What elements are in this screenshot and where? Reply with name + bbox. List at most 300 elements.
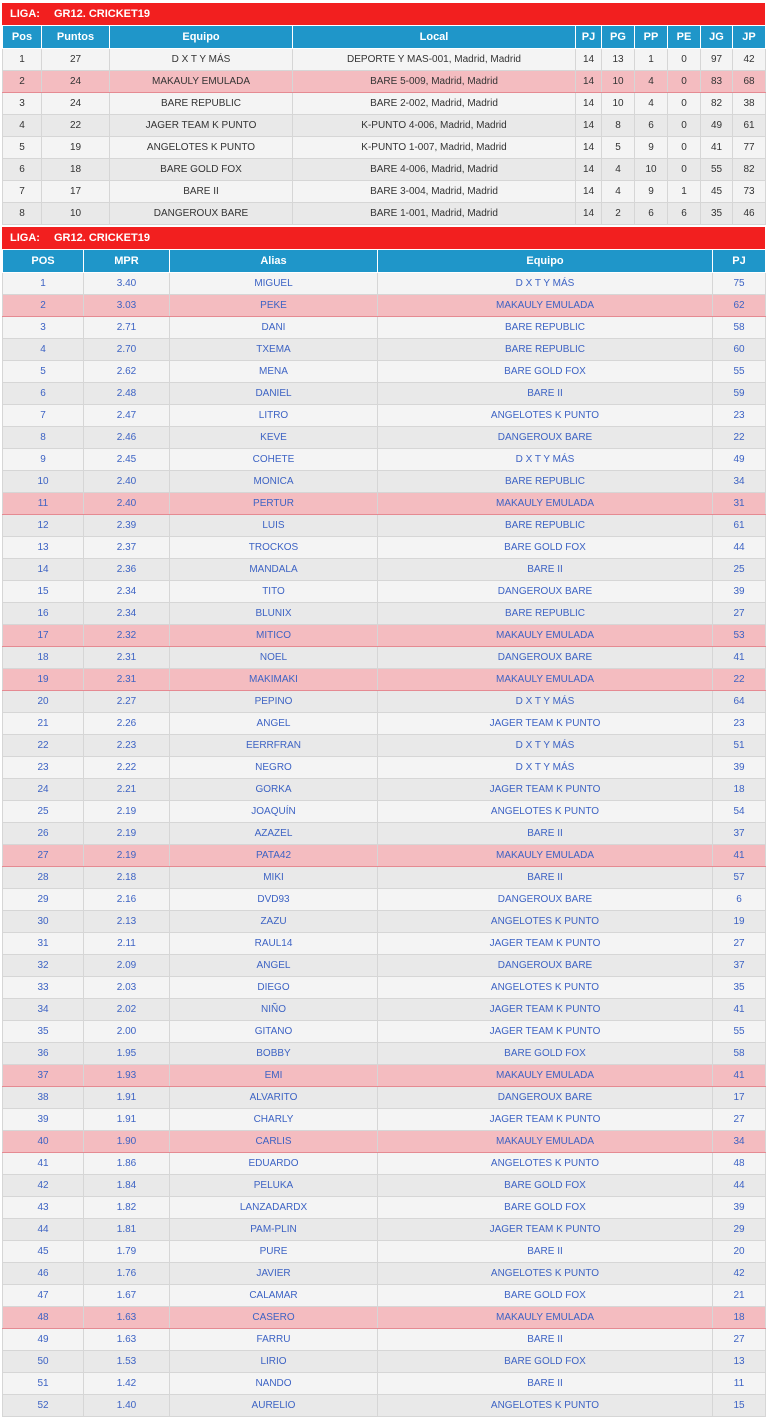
cell-pj: 57 [713,867,766,889]
cell-pos: 50 [3,1351,84,1373]
link-alias[interactable]: PELUKA [170,1175,378,1197]
link-alias[interactable]: ZAZU [170,911,378,933]
cell-pj: 20 [713,1241,766,1263]
cell-pj: 44 [713,537,766,559]
cell-pe: 0 [668,115,701,137]
link-alias[interactable]: MANDALA [170,559,378,581]
table-row [3,779,766,801]
link-alias[interactable]: DANI [170,317,378,339]
link-equipo[interactable]: BARE GOLD FOX [378,361,713,383]
link-equipo[interactable]: BARE GOLD FOX [378,1351,713,1373]
cell-mpr: 2.36 [84,559,170,581]
cell-pj: 42 [713,1263,766,1285]
cell-mpr: 3.40 [84,273,170,295]
link-equipo[interactable]: BARE II [378,867,713,889]
cell-puntos: 10 [42,203,110,225]
cell-pj: 34 [713,471,766,493]
column-header-pe[interactable]: PE [668,26,701,49]
cell-equipo: DANGEROUX BARE [110,203,293,225]
link-alias[interactable]: NIÑO [170,999,378,1021]
cell-puntos: 22 [42,115,110,137]
cell-pj: 22 [713,427,766,449]
cell-mpr: 2.47 [84,405,170,427]
cell-pos: 5 [3,137,42,159]
cell-equipo: BARE GOLD FOX [110,159,293,181]
cell-pos: 52 [3,1395,84,1417]
league-name: GR12. CRICKET19 [54,232,150,244]
link-equipo[interactable]: MAKAULY EMULADA [378,1131,713,1153]
cell-mpr: 1.79 [84,1241,170,1263]
cell-pj: 22 [713,669,766,691]
cell-pg: 5 [602,137,635,159]
cell-pe: 0 [668,93,701,115]
column-header-equipo[interactable]: Equipo [110,26,293,49]
column-header-pp[interactable]: PP [635,26,668,49]
cell-jg: 41 [701,137,733,159]
cell-pos: 25 [3,801,84,823]
cell-jp: 73 [733,181,766,203]
cell-mpr: 1.81 [84,1219,170,1241]
cell-jp: 82 [733,159,766,181]
table-row [3,713,766,735]
table-row [3,977,766,999]
cell-pj: 14 [576,181,602,203]
table-row [3,137,766,159]
cell-pj: 14 [576,203,602,225]
cell-pos: 34 [3,999,84,1021]
link-alias[interactable]: NEGRO [170,757,378,779]
link-alias[interactable]: AURELIO [170,1395,378,1417]
league-label: LIGA: [10,8,40,20]
link-alias[interactable]: LUIS [170,515,378,537]
link-alias[interactable]: EMI [170,1065,378,1087]
link-equipo[interactable]: MAKAULY EMULADA [378,493,713,515]
cell-pos: 5 [3,361,84,383]
cell-mpr: 1.91 [84,1109,170,1131]
link-alias[interactable]: MIKI [170,867,378,889]
link-alias[interactable]: PAM-PLIN [170,1219,378,1241]
player-ranking-section [2,227,765,1417]
link-equipo[interactable]: D X T Y MÁS [378,691,713,713]
cell-mpr: 2.31 [84,647,170,669]
column-header-pj[interactable]: PJ [576,26,602,49]
cell-mpr: 2.09 [84,955,170,977]
link-alias[interactable]: MENA [170,361,378,383]
cell-pos: 40 [3,1131,84,1153]
cell-pj: 62 [713,295,766,317]
cell-pj: 23 [713,713,766,735]
cell-puntos: 24 [42,71,110,93]
link-equipo[interactable]: ANGELOTES K PUNTO [378,405,713,427]
cell-mpr: 2.39 [84,515,170,537]
link-equipo[interactable]: BARE REPUBLIC [378,471,713,493]
link-equipo[interactable]: MAKAULY EMULADA [378,1307,713,1329]
cell-jg: 55 [701,159,733,181]
cell-equipo: MAKAULY EMULADA [110,71,293,93]
link-equipo[interactable]: D X T Y MÁS [378,735,713,757]
table-row [3,1329,766,1351]
column-header-equipo[interactable]: Equipo [378,250,713,273]
cell-pe: 1 [668,181,701,203]
cell-pj: 39 [713,757,766,779]
cell-pos: 6 [3,383,84,405]
link-equipo[interactable]: BARE II [378,1241,713,1263]
cell-mpr: 1.82 [84,1197,170,1219]
cell-mpr: 1.42 [84,1373,170,1395]
link-alias[interactable]: CARLIS [170,1131,378,1153]
link-alias[interactable]: LITRO [170,405,378,427]
cell-local: BARE 3-004, Madrid, Madrid [293,181,576,203]
link-alias[interactable]: EDUARDO [170,1153,378,1175]
table-row [3,999,766,1021]
cell-pj: 60 [713,339,766,361]
cell-pos: 14 [3,559,84,581]
cell-mpr: 2.13 [84,911,170,933]
cell-pj: 27 [713,603,766,625]
link-equipo[interactable]: DANGEROUX BARE [378,427,713,449]
link-alias[interactable]: CHARLY [170,1109,378,1131]
cell-pos: 3 [3,93,42,115]
table-row [3,1197,766,1219]
ranking-header-row [3,250,766,273]
link-equipo[interactable]: JAGER TEAM K PUNTO [378,999,713,1021]
link-equipo[interactable]: JAGER TEAM K PUNTO [378,779,713,801]
link-alias[interactable]: DANIEL [170,383,378,405]
link-equipo[interactable]: BARE GOLD FOX [378,1197,713,1219]
table-row [3,493,766,515]
link-equipo[interactable]: BARE REPUBLIC [378,317,713,339]
link-alias[interactable]: TXEMA [170,339,378,361]
cell-pg: 2 [602,203,635,225]
cell-pos: 4 [3,339,84,361]
cell-pj: 51 [713,735,766,757]
player-ranking-table [2,249,766,1417]
link-alias[interactable]: MONICA [170,471,378,493]
cell-mpr: 1.40 [84,1395,170,1417]
cell-pj: 55 [713,361,766,383]
column-header-jg[interactable]: JG [701,26,733,49]
table-row [3,471,766,493]
table-row [3,1065,766,1087]
table-row [3,295,766,317]
cell-mpr: 1.95 [84,1043,170,1065]
link-alias[interactable]: GITANO [170,1021,378,1043]
cell-mpr: 1.53 [84,1351,170,1373]
link-equipo[interactable]: D X T Y MÁS [378,273,713,295]
table-row [3,1351,766,1373]
cell-pj: 14 [576,49,602,71]
link-equipo[interactable]: ANGELOTES K PUNTO [378,977,713,999]
link-equipo[interactable]: MAKAULY EMULADA [378,1065,713,1087]
table-row [3,1219,766,1241]
cell-pp: 9 [635,181,668,203]
cell-equipo: D X T Y MÁS [110,49,293,71]
cell-mpr: 2.18 [84,867,170,889]
cell-pos: 24 [3,779,84,801]
link-equipo[interactable]: DANGEROUX BARE [378,581,713,603]
link-alias[interactable]: PATA42 [170,845,378,867]
cell-pp: 6 [635,115,668,137]
cell-mpr: 3.03 [84,295,170,317]
link-alias[interactable]: FARRU [170,1329,378,1351]
cell-mpr: 2.27 [84,691,170,713]
table-row [3,1285,766,1307]
cell-pj: 39 [713,1197,766,1219]
cell-pj: 31 [713,493,766,515]
table-row [3,625,766,647]
link-alias[interactable]: PERTUR [170,493,378,515]
link-equipo[interactable]: DANGEROUX BARE [378,955,713,977]
link-alias[interactable]: JOAQUÍN [170,801,378,823]
table-row [3,427,766,449]
cell-pj: 48 [713,1153,766,1175]
cell-pj: 58 [713,317,766,339]
link-equipo[interactable]: BARE GOLD FOX [378,537,713,559]
cell-pj: 14 [576,93,602,115]
link-equipo[interactable]: BARE REPUBLIC [378,515,713,537]
link-alias[interactable]: MAKIMAKI [170,669,378,691]
link-equipo[interactable]: D X T Y MÁS [378,757,713,779]
cell-pos: 47 [3,1285,84,1307]
link-equipo[interactable]: BARE II [378,1373,713,1395]
team-standings-section [2,3,765,225]
cell-pos: 23 [3,757,84,779]
link-alias[interactable]: AZAZEL [170,823,378,845]
cell-pos: 7 [3,405,84,427]
standings-header-row [3,26,766,49]
link-equipo[interactable]: BARE GOLD FOX [378,1175,713,1197]
cell-pj: 6 [713,889,766,911]
cell-pos: 51 [3,1373,84,1395]
cell-pg: 8 [602,115,635,137]
column-header-local[interactable]: Local [293,26,576,49]
cell-pj: 75 [713,273,766,295]
link-equipo[interactable]: D X T Y MÁS [378,449,713,471]
link-equipo[interactable]: JAGER TEAM K PUNTO [378,713,713,735]
table-row [3,801,766,823]
column-header-mpr[interactable]: MPR [84,250,170,273]
cell-pos: 12 [3,515,84,537]
table-row [3,1021,766,1043]
link-alias[interactable]: CASERO [170,1307,378,1329]
link-alias[interactable]: EERRFRAN [170,735,378,757]
link-alias[interactable]: ANGEL [170,713,378,735]
link-equipo[interactable]: MAKAULY EMULADA [378,625,713,647]
link-alias[interactable]: PEPINO [170,691,378,713]
link-alias[interactable]: JAVIER [170,1263,378,1285]
cell-pos: 19 [3,669,84,691]
link-equipo[interactable]: JAGER TEAM K PUNTO [378,1021,713,1043]
cell-jg: 35 [701,203,733,225]
league-name: GR12. CRICKET19 [54,8,150,20]
cell-jp: 46 [733,203,766,225]
column-header-pg[interactable]: PG [602,26,635,49]
cell-pj: 27 [713,1109,766,1131]
cell-pj: 13 [713,1351,766,1373]
column-header-pj[interactable]: PJ [713,250,766,273]
cell-pos: 8 [3,203,42,225]
table-row [3,1263,766,1285]
cell-jg: 97 [701,49,733,71]
link-alias[interactable]: ANGEL [170,955,378,977]
link-alias[interactable]: ALVARITO [170,1087,378,1109]
link-alias[interactable]: DVD93 [170,889,378,911]
table-row [3,955,766,977]
cell-mpr: 2.11 [84,933,170,955]
link-alias[interactable]: KEVE [170,427,378,449]
cell-pos: 42 [3,1175,84,1197]
link-alias[interactable]: RAUL14 [170,933,378,955]
cell-pe: 0 [668,49,701,71]
link-equipo[interactable]: BARE GOLD FOX [378,1043,713,1065]
cell-pj: 49 [713,449,766,471]
cell-pos: 31 [3,933,84,955]
link-equipo[interactable]: BARE REPUBLIC [378,603,713,625]
link-alias[interactable]: TITO [170,581,378,603]
cell-puntos: 19 [42,137,110,159]
column-header-pos[interactable]: POS [3,250,84,273]
cell-mpr: 1.63 [84,1307,170,1329]
cell-pp: 1 [635,49,668,71]
link-equipo[interactable]: ANGELOTES K PUNTO [378,1263,713,1285]
table-row [3,559,766,581]
cell-mpr: 2.31 [84,669,170,691]
link-equipo[interactable]: JAGER TEAM K PUNTO [378,1219,713,1241]
link-equipo[interactable]: BARE II [378,559,713,581]
table-row [3,449,766,471]
link-equipo[interactable]: BARE REPUBLIC [378,339,713,361]
cell-mpr: 1.84 [84,1175,170,1197]
link-alias[interactable]: MIGUEL [170,273,378,295]
link-alias[interactable]: CALAMAR [170,1285,378,1307]
cell-pj: 55 [713,1021,766,1043]
cell-pos: 17 [3,625,84,647]
link-alias[interactable]: BLUNIX [170,603,378,625]
cell-pos: 39 [3,1109,84,1131]
link-equipo[interactable]: BARE II [378,383,713,405]
table-row [3,383,766,405]
cell-jg: 83 [701,71,733,93]
table-row [3,845,766,867]
link-equipo[interactable]: ANGELOTES K PUNTO [378,801,713,823]
cell-local: K-PUNTO 1-007, Madrid, Madrid [293,137,576,159]
column-header-puntos[interactable]: Puntos [42,26,110,49]
table-row [3,115,766,137]
cell-pp: 4 [635,93,668,115]
table-row [3,317,766,339]
cell-pos: 9 [3,449,84,471]
cell-mpr: 2.19 [84,801,170,823]
link-alias[interactable]: BOBBY [170,1043,378,1065]
link-alias[interactable]: NOEL [170,647,378,669]
cell-mpr: 2.26 [84,713,170,735]
cell-local: BARE 5-009, Madrid, Madrid [293,71,576,93]
link-equipo[interactable]: DANGEROUX BARE [378,1087,713,1109]
cell-mpr: 2.45 [84,449,170,471]
cell-pos: 35 [3,1021,84,1043]
link-equipo[interactable]: MAKAULY EMULADA [378,845,713,867]
cell-pj: 29 [713,1219,766,1241]
link-alias[interactable]: COHETE [170,449,378,471]
table-row [3,1131,766,1153]
cell-pe: 0 [668,71,701,93]
link-equipo[interactable]: BARE GOLD FOX [378,1285,713,1307]
cell-pos: 3 [3,317,84,339]
cell-pos: 44 [3,1219,84,1241]
link-equipo[interactable]: BARE II [378,1329,713,1351]
cell-pos: 8 [3,427,84,449]
table-row [3,867,766,889]
cell-pj: 58 [713,1043,766,1065]
table-row [3,669,766,691]
table-row [3,823,766,845]
link-equipo[interactable]: JAGER TEAM K PUNTO [378,1109,713,1131]
cell-puntos: 27 [42,49,110,71]
cell-jp: 77 [733,137,766,159]
cell-local: BARE 2-002, Madrid, Madrid [293,93,576,115]
link-equipo[interactable]: BARE II [378,823,713,845]
link-alias[interactable]: DIEGO [170,977,378,999]
link-equipo[interactable]: ANGELOTES K PUNTO [378,911,713,933]
table-row [3,911,766,933]
link-alias[interactable]: LIRIO [170,1351,378,1373]
link-equipo[interactable]: DANGEROUX BARE [378,647,713,669]
table-row [3,273,766,295]
cell-mpr: 2.19 [84,823,170,845]
table-row [3,933,766,955]
table-row [3,1153,766,1175]
column-header-pos[interactable]: Pos [3,26,42,49]
link-equipo[interactable]: JAGER TEAM K PUNTO [378,933,713,955]
cell-mpr: 1.91 [84,1087,170,1109]
column-header-alias[interactable]: Alias [170,250,378,273]
link-alias[interactable]: LANZADARDX [170,1197,378,1219]
cell-pos: 36 [3,1043,84,1065]
cell-mpr: 2.71 [84,317,170,339]
cell-pj: 14 [576,115,602,137]
cell-jg: 45 [701,181,733,203]
link-alias[interactable]: GORKA [170,779,378,801]
link-equipo[interactable]: ANGELOTES K PUNTO [378,1153,713,1175]
link-alias[interactable]: NANDO [170,1373,378,1395]
link-equipo[interactable]: MAKAULY EMULADA [378,295,713,317]
link-alias[interactable]: PEKE [170,295,378,317]
cell-pos: 49 [3,1329,84,1351]
table-row [3,1109,766,1131]
cell-mpr: 2.62 [84,361,170,383]
link-alias[interactable]: TROCKOS [170,537,378,559]
cell-pp: 6 [635,203,668,225]
cell-mpr: 2.02 [84,999,170,1021]
cell-pos: 20 [3,691,84,713]
table-row [3,1043,766,1065]
cell-pos: 4 [3,115,42,137]
cell-pj: 34 [713,1131,766,1153]
column-header-jp[interactable]: JP [733,26,766,49]
link-equipo[interactable]: DANGEROUX BARE [378,889,713,911]
cell-local: DEPORTE Y MAS-001, Madrid, Madrid [293,49,576,71]
link-equipo[interactable]: ANGELOTES K PUNTO [378,1395,713,1417]
link-alias[interactable]: PURE [170,1241,378,1263]
link-alias[interactable]: MITICO [170,625,378,647]
cell-pj: 23 [713,405,766,427]
cell-mpr: 2.34 [84,581,170,603]
league-bar-players [2,227,765,249]
cell-local: BARE 1-001, Madrid, Madrid [293,203,576,225]
link-equipo[interactable]: MAKAULY EMULADA [378,669,713,691]
cell-pj: 35 [713,977,766,999]
cell-pj: 11 [713,1373,766,1395]
